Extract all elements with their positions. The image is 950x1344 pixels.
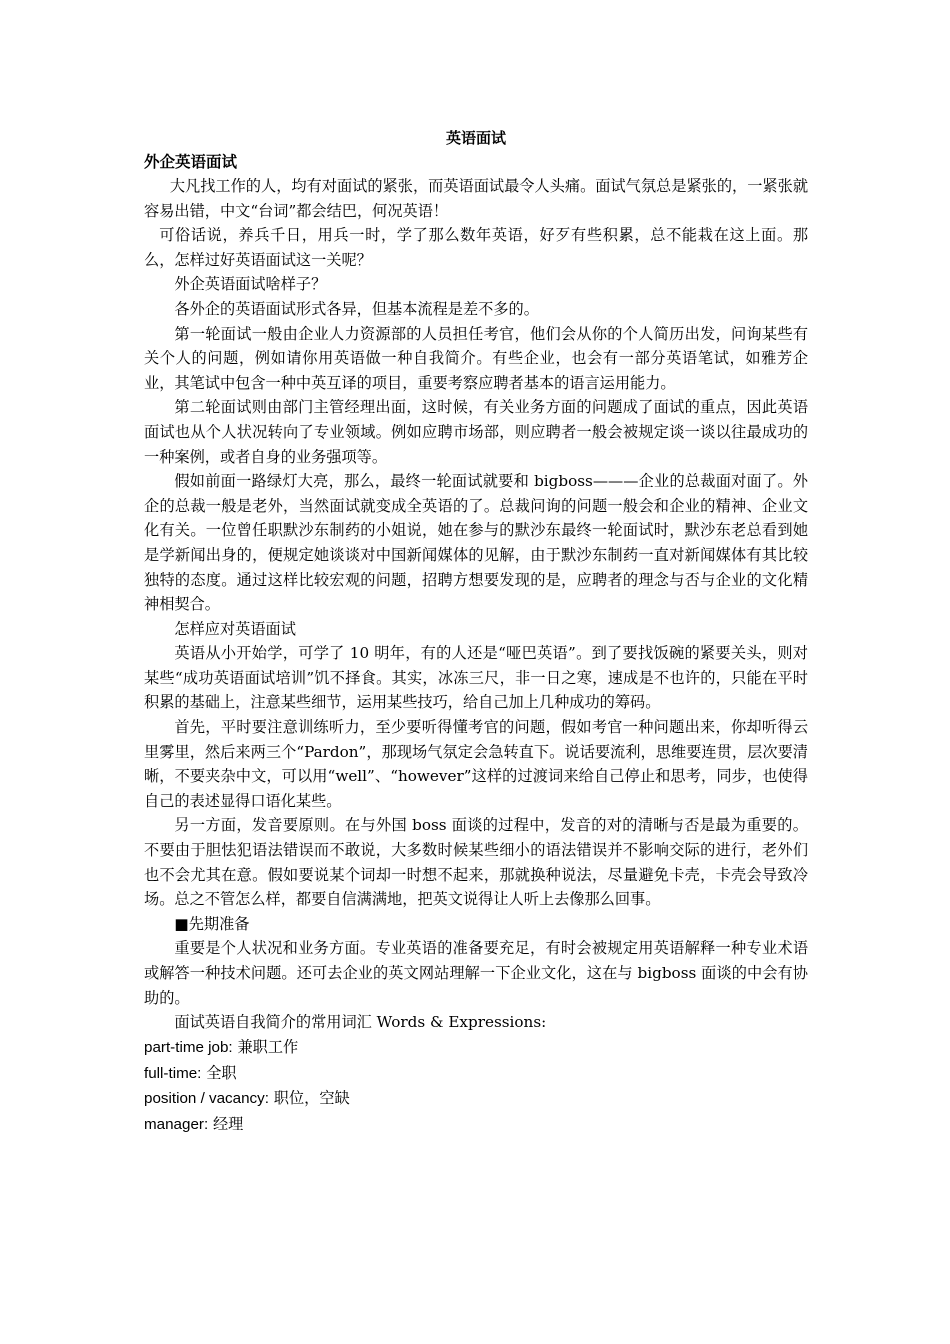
paragraph: 第二轮面试则由部门主管经理出面，这时候，有关业务方面的问题成了面试的重点，因此英语面试也从个人状况转向了专业领域。例如应聘市场部，则应聘者一般会被规定谈一谈以往最成功的一种案例，或者自身的业务强项等。 [144, 398, 808, 466]
vocab-meaning: 全职 [201, 1063, 237, 1082]
paragraph: 各外企的英语面试形式各异，但基本流程是差不多的。 [174, 299, 539, 318]
subheading: ■先期准备 [174, 914, 250, 933]
paragraph: 可俗话说，养兵千日，用兵一时，学了那么数年英语，好歹有些积累，总不能栽在这上面。那么，怎样过好英语面试这一关呢？ [144, 226, 808, 269]
vocab-term: position / vacancy: [144, 1090, 269, 1108]
vocab-meaning: 经理 [208, 1115, 244, 1134]
paragraph: 另一方面，发音要原则。在与外国 boss 面谈的过程中，发音的对的清晰与否是最为重要的。不要由于胆怯犯语法错误而不敢说，大多数时候某些细小的语法错误并不影响交际的进行，老外们也不会尤其在意。假如要说某个词却一时想不起来，那就换种说法，尽量避免卡壳，卡壳会导致冷场。总之不管怎么样，都要自信满满地，把英文说得让人听上去像那么回事。 [144, 816, 808, 909]
paragraph: 重要是个人状况和业务方面。专业英语的准备要充足，有时会被规定用英语解释一种专业术语或解答一种技术问题。还可去企业的英文网站理解一下企业文化，这在与 bigboss 面谈的中会有协助的。 [144, 939, 808, 1007]
subheading: 怎样应对英语面试 [174, 619, 296, 638]
paragraph: 假如前面一路绿灯大亮，那么，最终一轮面试就要和 bigboss———企业的总裁面对面了。外企的总裁一般是老外，当然面试就变成全英语的了。总裁问询的问题一般会和企业的精神、企业文化有关。一位曾任职默沙东制药的小姐说，她在参与的默沙东最终一轮面试时，默沙东老总看到她是学新闻出身的，便规定她谈谈对中国新闻媒体的见解，由于默沙东制药一直对新闻媒体有其比较独特的态度。通过这样比较宏观的问题，招聘方想要发现的是，应聘者的理念与否与企业的文化精神相契合。 [144, 472, 808, 614]
paragraph: 英语从小开始学，可学了 10 明年，有的人还是“哑巴英语”。到了要找饭碗的紧要关头，则对某些“成功英语面试培训”饥不择食。其实，冰冻三尺，非一日之寒，速成是不也许的，只能在平时积累的基础上，注意某些细节，运用某些技巧，给自己加上几种成功的筹码。 [144, 644, 808, 712]
vocab-item [144, 1086, 808, 1112]
section-heading: 外企英语面试 [144, 153, 238, 171]
paragraph: 第一轮面试一般由企业人力资源部的人员担任考官，他们会从你的个人简历出发，问询某些有关个人的问题，例如请你用英语做一种自我简介。有些企业，也会有一部分英语笔试，如雅芳企业，其笔试中包含一种中英互译的项目，重要考察应聘者基本的语言运用能力。 [144, 324, 808, 392]
vocab-item [144, 1035, 808, 1061]
vocab-intro: 面试英语自我简介的常用词汇 Words & Expressions: [174, 1013, 547, 1032]
vocab-meaning: 职位，空缺 [268, 1089, 350, 1108]
vocab-term: full-time: [144, 1064, 202, 1082]
vocab-term: manager: [144, 1116, 209, 1134]
document-title: 英语面试 [445, 129, 506, 147]
paragraph: 大凡找工作的人，均有对面试的紧张，而英语面试最令人头痛。面试气氛总是紧张的，一紧张就容易出错，中文“台词”都会结巴，何况英语！ [144, 177, 808, 220]
paragraph: 首先，平时要注意训练听力，至少要听得懂考官的问题，假如考官一种问题出来，你却听得云里雾里，然后来两三个“Pardon”，那现场气氛定会急转直下。说话要流利，思维要连贯，层次要清晰，不要夹杂中文，可以用“well”、“however”这样的过渡词来给自己停止和思考，同步，也使得自己的表述显得口语化某些。 [144, 718, 808, 810]
vocab-item [144, 1112, 808, 1138]
subheading: 外企英语面试啥样子？ [174, 275, 327, 294]
vocab-list [144, 1035, 808, 1138]
vocab-meaning: 兼职工作 [232, 1037, 299, 1056]
vocab-term: part-time job: [144, 1038, 233, 1056]
vocab-item [144, 1061, 808, 1087]
document-page [144, 126, 808, 1138]
